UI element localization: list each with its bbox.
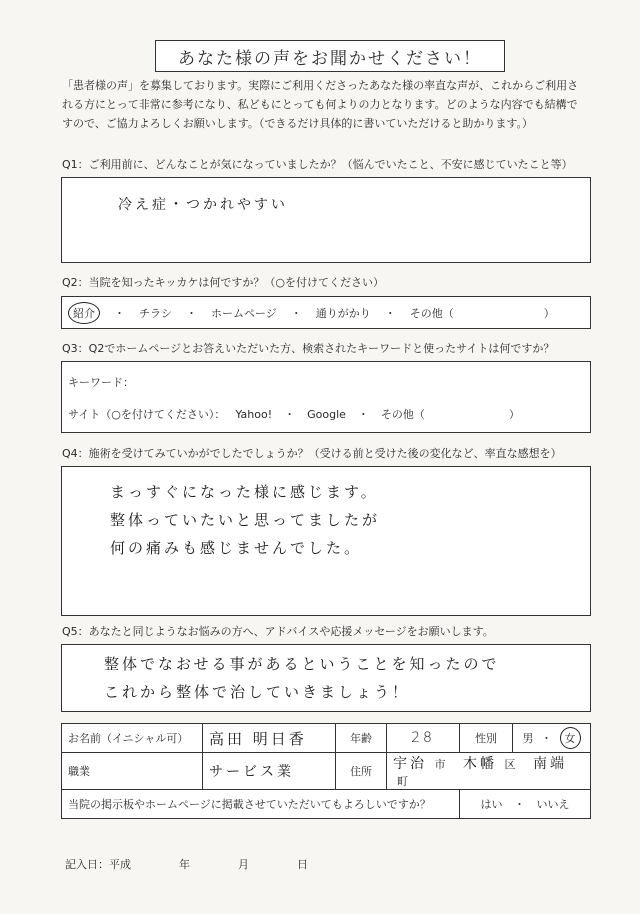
age-value[interactable]: 28 <box>387 724 460 753</box>
q3-site-other[interactable]: その他（ <box>380 408 425 421</box>
q1-answer: 冷え症・つかれやすい <box>118 197 288 213</box>
permission-options: はい ・ いいえ <box>460 790 591 819</box>
q2-option-other[interactable]: その他（ <box>409 306 454 320</box>
q4-answer-line-3: 何の痛みも感じませんでした。 <box>110 539 363 557</box>
permission-yes[interactable]: はい <box>480 798 503 811</box>
age-label: 年齢 <box>336 724 387 753</box>
q2-options-box: 紹介 ・ チラシ ・ ホームページ ・ 通りがかり ・ その他（ ） <box>61 296 591 329</box>
address-ward-suffix: 区 <box>504 758 516 771</box>
name-label: お名前（イニシャル可） <box>62 724 203 753</box>
q5-question: Q5：あなたと同じようなお悩みの方へ、アドバイスや応援メッセージをお願いします。 <box>62 625 494 638</box>
permission-question: 当院の掲示板やホームページに掲載させていただいてもよろしいですか？ <box>62 790 460 819</box>
gender-label: 性別 <box>460 724 513 753</box>
address-value[interactable] <box>387 753 591 790</box>
date-month: 月 <box>238 858 249 871</box>
entry-date <box>65 856 308 872</box>
q5-answer-box[interactable] <box>61 644 591 712</box>
address-ward: 木幡 <box>463 756 497 772</box>
job-value[interactable]: サービス業 <box>203 753 336 790</box>
gender-male[interactable]: 男 <box>522 732 534 745</box>
q4-answer-line-1: まっすぐになった様に感じます。 <box>110 483 379 501</box>
date-label: 記入日：平成 <box>65 858 131 871</box>
q3-site-google[interactable]: Google <box>307 407 346 421</box>
q4-answer-box[interactable] <box>61 466 591 616</box>
address-town: 南端 <box>533 756 567 772</box>
q5-answer-line-1: 整体でなおせる事があるということを知ったので <box>104 655 500 673</box>
date-year: 年 <box>179 858 190 871</box>
q3-question: Q3：Q2でホームページとお答えいただいた方、検索されたキーワードと使ったサイトは何ですか？ <box>62 342 555 355</box>
intro-text: 「患者様の声」を募集しております。実際にご利用くださったあなた様の率直な声が、これからご利用される方にとって非常に参考になり、私どもにとっても何よりの力となります。どのような内容でも結構ですので、ご協力よろしくお願いします。（できるだけ具体的に書いていただけると助かります。） <box>62 79 579 130</box>
date-day: 日 <box>297 858 308 871</box>
job-label: 職業 <box>62 753 203 790</box>
q2-option-flyer[interactable]: チラシ <box>139 306 172 320</box>
gender-options: 男 ・ 女 <box>513 724 591 753</box>
q2-option-passing[interactable]: 通りがかり <box>315 306 371 320</box>
gender-female[interactable]: 女 <box>560 727 581 749</box>
permission-no[interactable]: いいえ <box>536 798 570 811</box>
q5-answer-line-2: これから整体で治していきましょう！ <box>104 683 411 701</box>
q4-answer-line-2: 整体っていたいと思ってましたが <box>110 511 381 529</box>
address-city: 宇治 <box>393 756 427 772</box>
address-city-suffix: 市 <box>434 758 446 771</box>
personal-info-table <box>61 723 591 819</box>
q4-question: Q4：施術を受けてみていかがでしたでしょうか？（受ける前と受けた後の変化など、率直な感想を） <box>62 447 562 460</box>
address-town-suffix: 町 <box>397 775 408 788</box>
name-value[interactable]: 高田 明日香 <box>203 724 336 753</box>
address-label: 住所 <box>336 753 387 790</box>
q3-keyword-label: キーワード： <box>68 376 134 389</box>
q1-answer-box[interactable] <box>61 177 591 263</box>
q2-option-homepage[interactable]: ホームページ <box>211 306 277 320</box>
q3-site-yahoo[interactable]: Yahoo! <box>235 407 273 421</box>
q3-site-label: サイト（○を付けてください）： <box>68 408 226 421</box>
q3-site-other-close: ） <box>508 408 520 421</box>
form-title: あなた様の声をお聞かせください！ <box>155 40 505 72</box>
q3-answer-box: キーワード： サイト（○を付けてください）： Yahoo! ・ Google ・ その他（ ） <box>61 361 591 433</box>
q2-option-other-close: ） <box>543 306 555 320</box>
q1-question: Q1：ご利用前に、どんなことが気になっていましたか？（悩んでいたこと、不安に感じていたこと等） <box>62 158 573 171</box>
q2-question: Q2：当院を知ったキッカケは何ですか？（○を付けてください） <box>62 276 385 289</box>
q2-option-referral[interactable]: 紹介 <box>68 302 100 324</box>
